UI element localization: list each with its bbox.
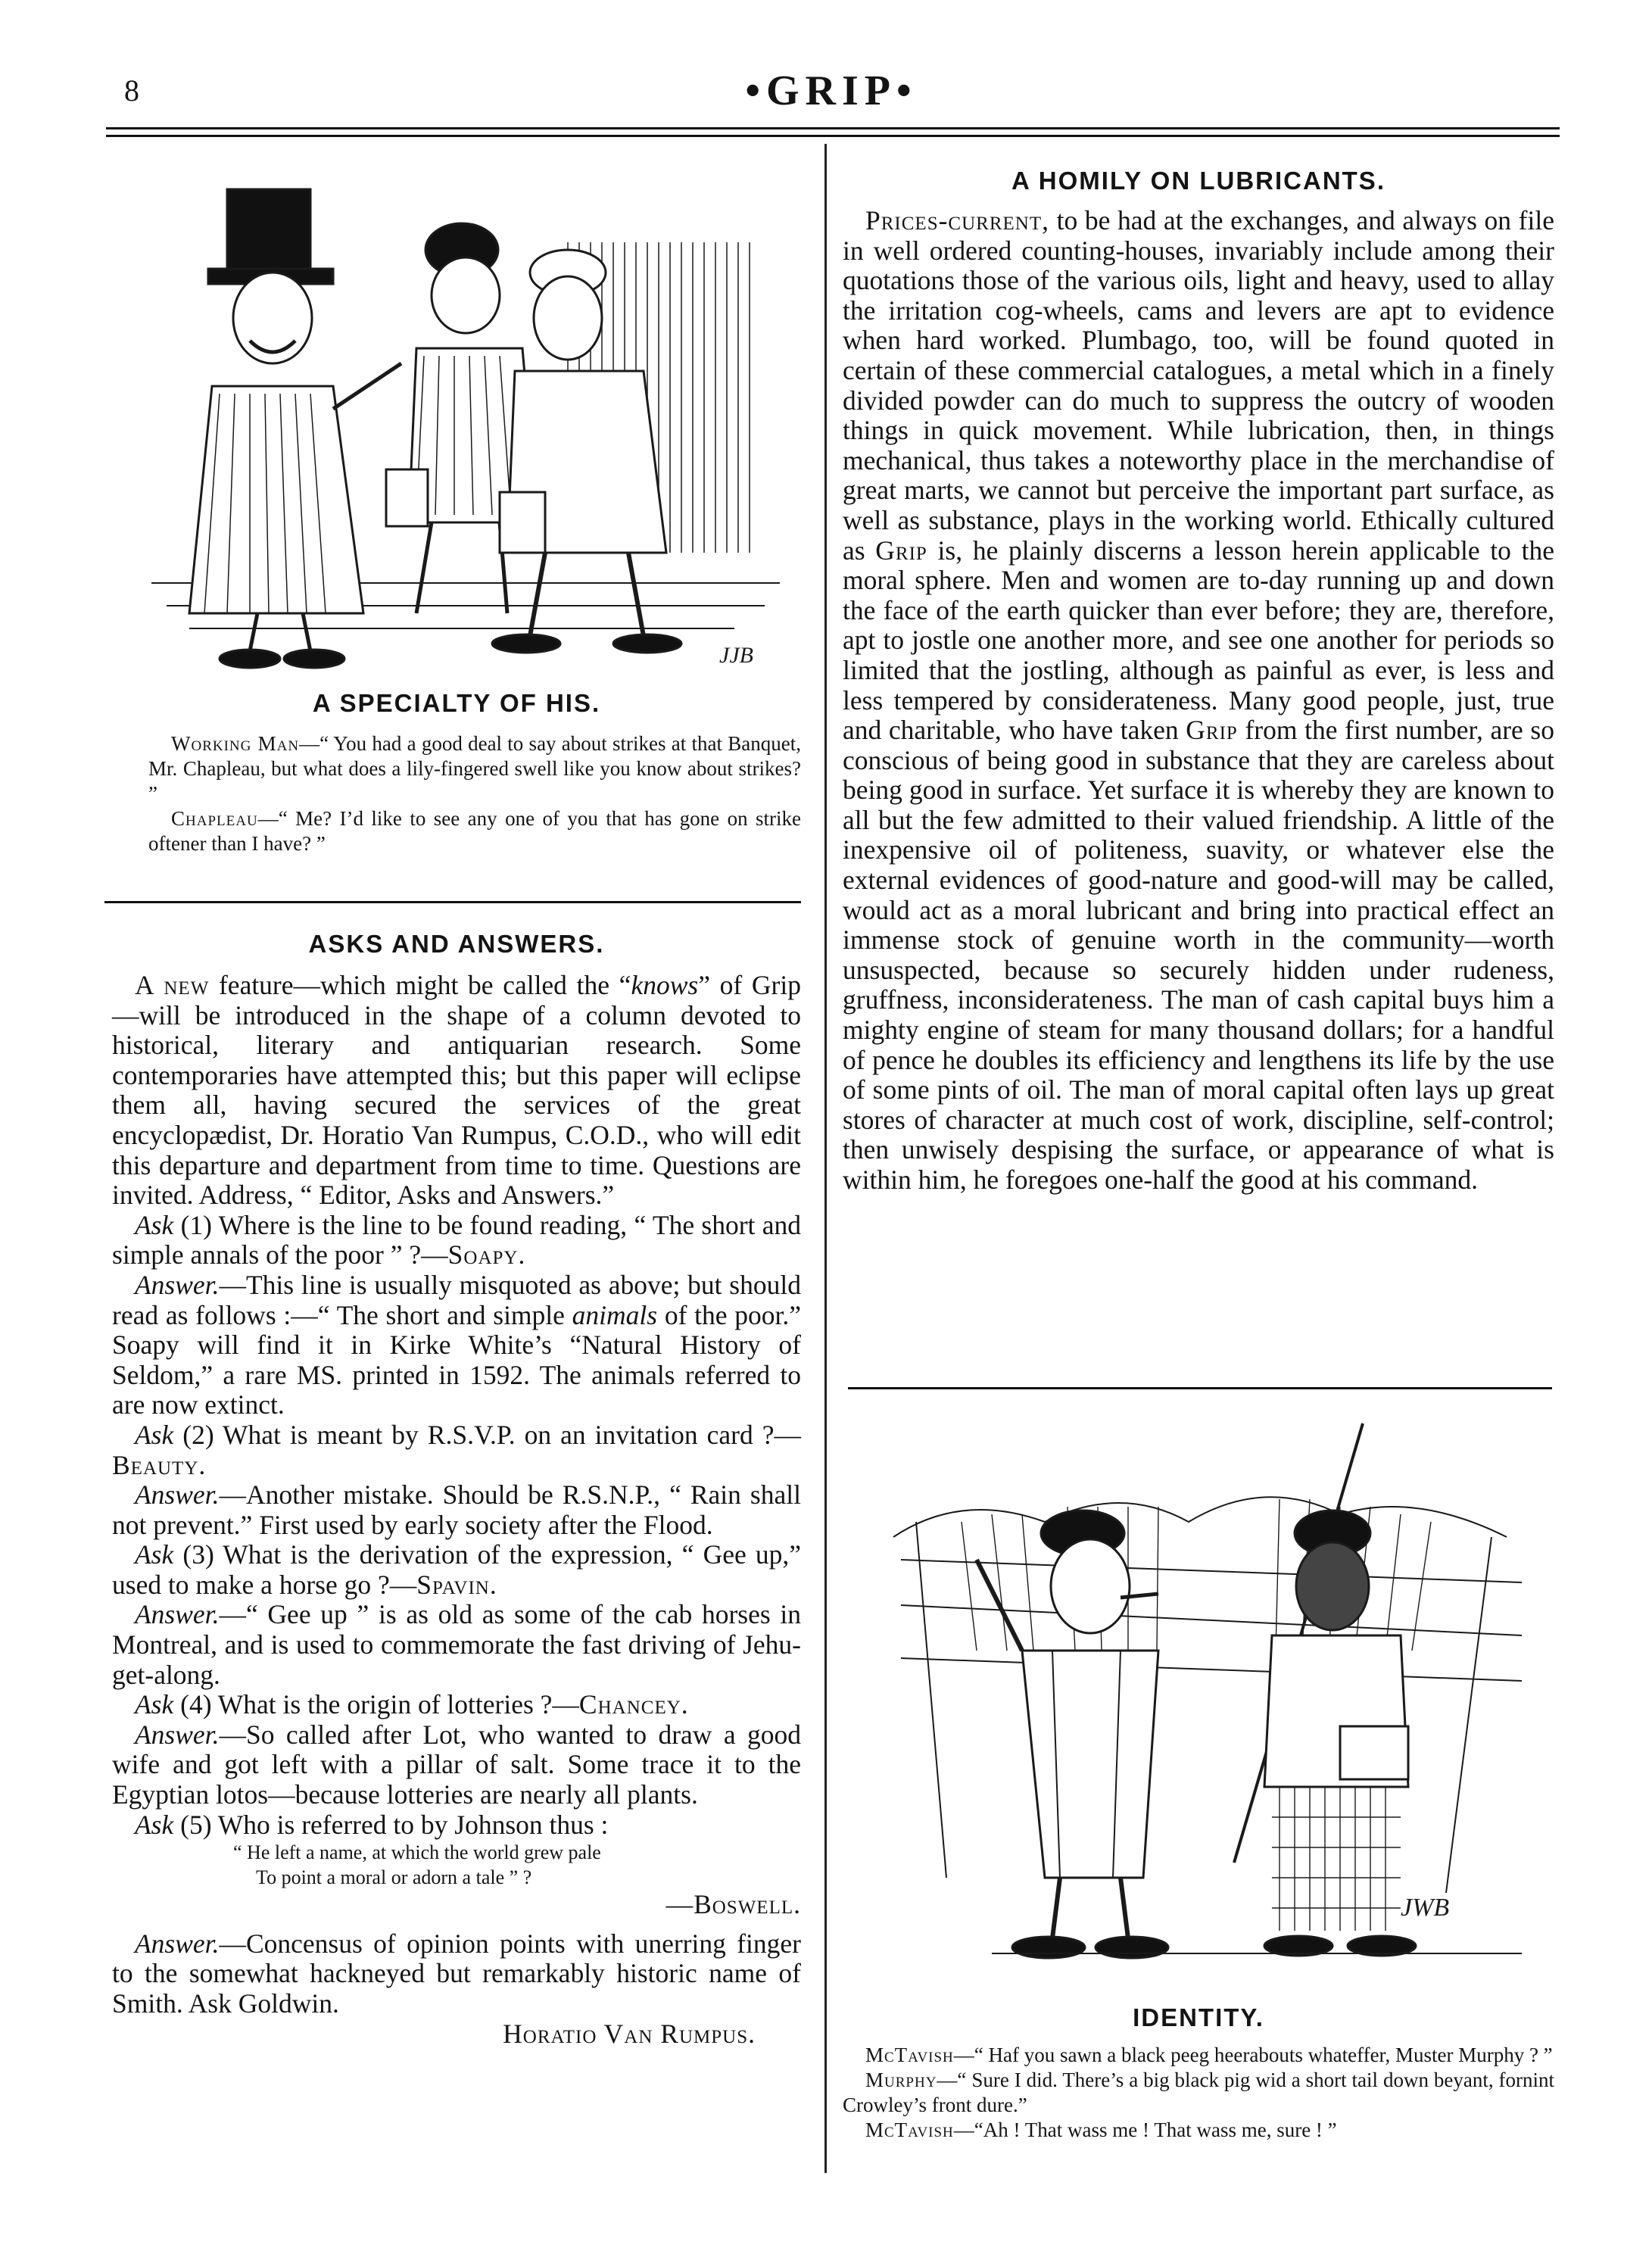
specialty-caption: [148, 731, 801, 856]
quote-attribution: —Boswell.: [665, 1889, 801, 1920]
specialty-heading: A SPECIALTY OF HIS.: [312, 689, 601, 717]
paragraph: A new feature—which might be called the “knows” of Grip—will be introduced in the shape of a column devoted to historical, literary and antiquarian research. Some contemporaries have attempted this; but this paper will eclipse them all, having secured the services of the great encyclopædist, Dr. Horatio Van Rumpus, C.O.D., who will edit this departure and department from time to time. Questions are invited. Address, “ Editor, Asks and Answers.”: [112, 970, 801, 1211]
speaker-label: Chapleau: [171, 807, 258, 830]
homily-heading: A HOMILY ON LUBRICANTS.: [1011, 167, 1385, 195]
illustration-signature: JJB: [719, 643, 753, 668]
caption-line: Working Man—“ You had a good deal to say about strikes at that Banquet, Mr. Chapleau, but what does a lily-fingered swell like you know about strikes? ”: [148, 732, 801, 805]
quotation: “ He left a name, at which the world grew pale To point a moral or adorn a tale ” ?: [233, 1841, 601, 1889]
answer: Answer.—“ Gee up ” is as old as some of the cab horses in Montreal, and is used to commemorate the fast driving of Jehu-get-along.: [112, 1599, 801, 1690]
asks-heading: ASKS AND ANSWERS.: [308, 930, 605, 958]
question: Ask (5) Who is referred to by Johnson thus :: [135, 1809, 609, 1840]
column-divider: [824, 144, 827, 2173]
question: Ask (4) What is the origin of lotteries ?—Chancey.: [135, 1689, 689, 1720]
paragraph: Prices-current, to be had at the exchanges, and always on file in well ordered counting-houses, invariably include among their quotations those of the various oils, light and heavy, used to allay the irritation cog-wheels, cams and levers are apt to evidence when hard worked. Plumbago, too, will be found quoted in certain of these commercial catalogues, a metal which in a finely divided powder can do much to suppress the outcry of wooden things in quick movement. While lubrication, then, in things mechanical, thus takes a noteworthy place in the merchandise of great marts, we cannot but perceive the important part surface, as well as substance, plays in the working world. Ethically cultured as Grip is, he plainly discerns a lesson herein applicable to the moral sphere. Men and women are to-day running up and down the face of the earth quicker than ever before; they are, therefore, apt to jostle one another more, and see one another for periods so limited that the jostling, although as painful as ever, is less and less tempered by considerateness. Many good people, just, true and charitable, who have taken Grip from the first number, are so conscious of being good in substance that they are careless about being good in surface. Yet surface it is whereby they are known to all but the few admitted to their valued friendship. A little of the inexpensive oil of politeness, suavity, or whatever else the external evidences of good-nature and good-will may be called, would act as a moral lubricant and bring into practical effect an immense stock of genuine worth in the community—worth unsuspected, because so securely hidden under rudeness, gruffness, inconsiderateness. The man of cash capital buys him a mighty engine of steam for many thousand dollars; for a handful of pence he doubles its efficiency and lengthens its life by the use of some pints of oil. The man of moral capital often lays up great stores of character at much cost of work, discipline, self-control; then unwisely despising the surface, or appearance of what is within him, he foregoes one-half the good at his command.: [843, 205, 1554, 1195]
illustration-specialty: [144, 159, 787, 681]
question: Ask (3) What is the derivation of the expression, “ Gee up,” used to make a horse go ?—Spavin.: [112, 1539, 801, 1600]
identity-caption: [843, 2043, 1554, 2143]
page-number: 8: [124, 73, 139, 108]
question: Ask (2) What is meant by R.S.V.P. on an invitation card ?—Beauty.: [112, 1419, 801, 1480]
caption-line: Chapleau—“ Me? I’d like to see any one of you that has gone on strike oftener than I have? ”: [148, 807, 801, 855]
header-rule-double: [106, 135, 1560, 137]
illustration-identity: [871, 1408, 1552, 1991]
illustration-signature: JWB: [1401, 1894, 1450, 1922]
answer: Answer.—Another mistake. Should be R.S.N.P., “ Rain shall not prevent.” First used by early society after the Flood.: [112, 1479, 801, 1540]
caption-line: Murphy—“ Sure I did. There’s a big black pig wid a short tail down beyant, fornint Crowley’s front dure.”: [843, 2069, 1554, 2116]
masthead: •GRIP•: [745, 67, 918, 114]
homily-body: [843, 206, 1554, 1196]
speaker-label: McTavish: [865, 2118, 954, 2141]
caption-line: McTavish—“Ah ! That wass me ! That wass me, sure ! ”: [865, 2118, 1337, 2141]
caption-line: McTavish—“ Haf you sawn a black peeg heerabouts whateffer, Muster Murphy ? ”: [865, 2044, 1553, 2066]
section-divider: [104, 901, 801, 903]
author-signature: Horatio Van Rumpus.: [503, 2018, 756, 2049]
asks-body: [112, 971, 801, 2049]
identity-heading: IDENTITY.: [1133, 2003, 1264, 2031]
speaker-label: McTavish: [865, 2044, 954, 2066]
answer: Answer.—So called after Lot, who wanted to draw a good wife and got left with a pillar of salt. Some trace it to the Egyptian lotos—because lotteries are nearly all plants.: [112, 1719, 801, 1810]
section-divider: [848, 1387, 1552, 1389]
answer: Answer.—Concensus of opinion points with unerring finger to the somewhat hackneyed but remarkably historic name of Smith. Ask Goldwin.: [112, 1928, 801, 2019]
answer: Answer.—This line is usually misquoted as above; but should read as follows :—“ The short and simple animals of the poor.” Soapy will find it in Kirke White’s “Natural History of Seldom,” a rare MS. printed in 1592. The animals referred to are now extinct.: [112, 1269, 801, 1420]
speaker-label: Murphy: [865, 2069, 937, 2091]
question: Ask (1) Where is the line to be found reading, “ The short and simple annals of the poor ” ?—Soapy.: [112, 1209, 801, 1270]
header-rule: [106, 127, 1560, 129]
speaker-label: Working Man: [171, 732, 300, 755]
page-header: [112, 67, 1551, 120]
